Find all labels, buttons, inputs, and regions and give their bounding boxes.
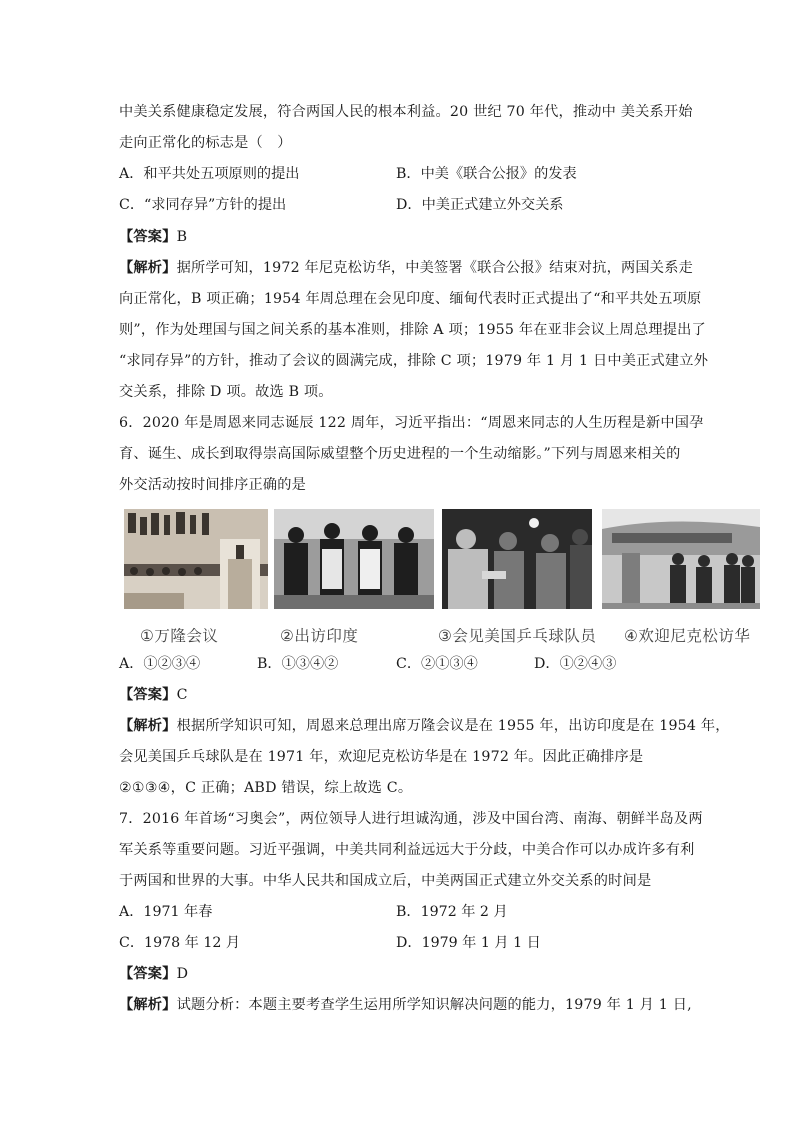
q5-analysis-tag: 【解析】 — [119, 260, 177, 276]
q7-stem-line-2: 军关系等重要问题。习近平强调，中美共同利益远远大于分歧，中美合作可以办成许多有利 — [119, 842, 695, 858]
q6-option-d: D．①②④③ — [534, 656, 617, 672]
q7-answer-tag: 【答案】 — [119, 966, 177, 982]
q7-analysis-tag: 【解析】 — [119, 997, 177, 1013]
q5-analysis-text-1: 据所学可知，1972 年尼克松访华，中美签署《联合公报》结束对抗，两国关系走 — [176, 260, 693, 276]
q5-answer-line — [119, 227, 679, 247]
q5-analysis-line-2: 向正常化，B 项正确；1954 年周总理在会见印度、缅甸代表时正式提出了“和平共处五项原 — [119, 291, 702, 307]
q5-stem-line-2: 走向正常化的标志是（ ） — [119, 135, 292, 151]
q5-analysis-line-5: 交关系，排除 D 项。故选 B 项。 — [119, 384, 333, 400]
q6-stem-line-3: 外交活动按时间排序正确的是 — [119, 477, 307, 493]
q7-answer-line — [119, 964, 679, 984]
q5-analysis-line-1 — [119, 258, 693, 278]
q5-option-b: B．中美《联合公报》的发表 — [396, 166, 577, 182]
q5-stem-line-1: 中美关系健康稳定发展，符合两国人民的根本利益。20 世纪 70 年代，推动中 美关系开始 — [119, 104, 693, 120]
q5-analysis-line-3: 则”，作为处理国与国之间关系的基本准则，排除 A 项；1955 年在亚非会议上周总理提出了 — [119, 322, 706, 338]
q5-answer-tag: 【答案】 — [119, 229, 177, 245]
q6-analysis-line-1 — [119, 716, 730, 736]
q6-photo-captions — [140, 624, 780, 646]
q6-stem-line-1: 6．2020 年是周恩来同志诞辰 122 周年，习近平指出：“周恩来同志的人生历程是新中国孕 — [119, 415, 704, 431]
q6-stem-line-2: 育、诞生、成长到取得崇高国际威望整个历史进程的一个生动缩影。”下列与周恩来相关的 — [119, 446, 681, 462]
q7-analysis-text-1: 试题分析：本题主要考查学生运用所学知识解决问题的能力，1979 年 1 月 1 日, — [176, 997, 692, 1013]
q6-photo-strip — [124, 509, 774, 613]
q5-analysis-line-4: “求同存异”的方针，推动了会议的圆满完成，排除 C 项；1979 年 1 月 1 日中美正式建立外 — [119, 353, 709, 369]
q7-option-a: A．1971 年春 — [119, 904, 213, 920]
q6-answer-value: C — [176, 687, 188, 703]
q5-option-c: C．“求同存异”方针的提出 — [119, 197, 287, 213]
q6-analysis-line-2: 会见美国乒乓球队是在 1971 年，欢迎尼克松访华是在 1972 年。因此正确排序是 — [119, 749, 644, 765]
q6-analysis-line-3: ②①③④，C 正确；ABD 错误，综上故选 C。 — [119, 780, 413, 796]
q6-option-b: B．①③④② — [257, 656, 339, 672]
q7-option-d: D．1979 年 1 月 1 日 — [396, 935, 541, 951]
q7-answer-value: D — [176, 966, 189, 982]
q6-answer-tag: 【答案】 — [119, 687, 177, 703]
q7-stem-line-1: 7．2016 年首场“习奥会”，两位领导人进行坦诚沟通，涉及中国台湾、南海、朝鲜半岛及两 — [119, 811, 703, 827]
q6-option-c: C．②①③④ — [396, 656, 478, 672]
q7-stem-line-3: 于两国和世界的大事。中华人民共和国成立后，中美两国正式建立外交关系的时间是 — [119, 873, 652, 889]
q7-option-b: B．1972 年 2 月 — [396, 904, 508, 920]
nixon-welcome-photo — [602, 509, 760, 609]
q6-answer-line — [119, 685, 679, 705]
caption-nixon: ④欢迎尼克松访华 — [624, 627, 751, 645]
caption-pingpong: ③会见美国乒乓球队员 — [438, 627, 597, 645]
pingpong-team-photo — [442, 509, 592, 609]
q6-option-a: A．①②③④ — [119, 656, 201, 672]
caption-india: ②出访印度 — [280, 627, 359, 645]
q7-analysis-line-1 — [119, 995, 692, 1015]
q7-option-c: C．1978 年 12 月 — [119, 935, 241, 951]
q5-answer-value: B — [176, 229, 188, 245]
q6-analysis-text-1: 根据所学知识可知，周恩来总理出席万隆会议是在 1955 年，出访印度是在 1954 年， — [176, 718, 730, 734]
q6-analysis-tag: 【解析】 — [119, 718, 177, 734]
q5-option-a: A．和平共处五项原则的提出 — [119, 166, 300, 182]
q5-option-d: D．中美正式建立外交关系 — [396, 197, 564, 213]
caption-bandung: ①万隆会议 — [140, 627, 219, 645]
india-visit-photo — [274, 509, 434, 609]
bandung-conference-photo — [124, 509, 268, 609]
